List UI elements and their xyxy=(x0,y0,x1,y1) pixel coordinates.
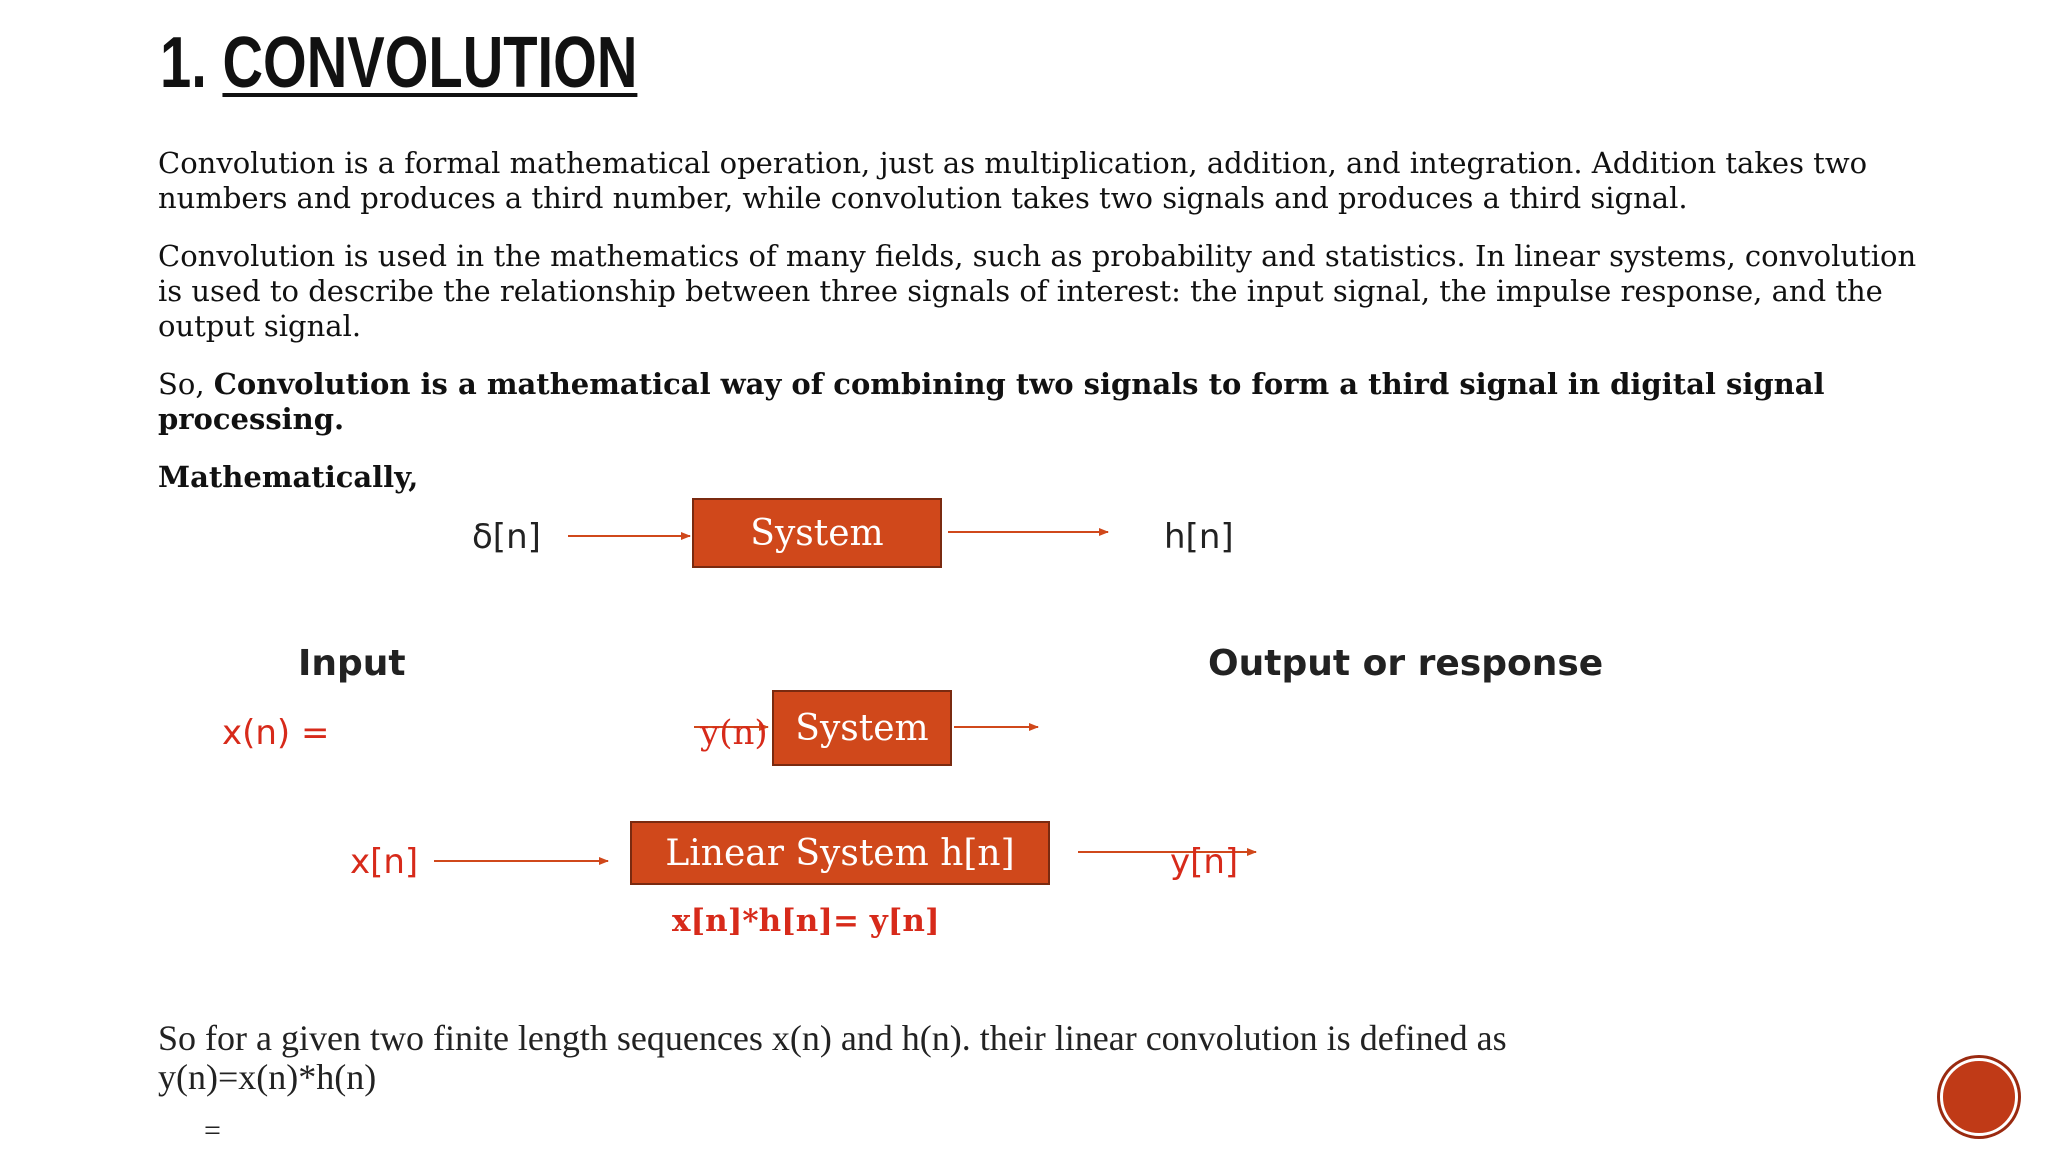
slide-nav-button[interactable] xyxy=(1940,1058,2018,1136)
input-heading: Input xyxy=(298,643,406,684)
title-word: CONVOLUTION xyxy=(222,23,638,103)
linear-system-block: Linear System h[n] xyxy=(630,821,1050,885)
paragraph-1: Convolution is a formal mathematical operation, just as multiplication, addition, and integration. Addition takes two numbers and produces a third number, while convolution takes two signals and produces a third signal. xyxy=(158,146,1868,215)
y-n-label: y(n) xyxy=(700,713,768,753)
x-input-label: x[n] xyxy=(350,842,419,882)
definition-formula: y(n)=x(n)*h(n) xyxy=(158,1057,377,1097)
definition-text: So for a given two finite length sequences x(n) and h(n). their linear convolution is defined as xyxy=(158,1018,1507,1058)
delta-input-label: δ[n] xyxy=(472,517,541,557)
system-block-2: System xyxy=(772,690,952,766)
paragraph-3-prefix: So, xyxy=(158,367,214,401)
paragraph-4: Mathematically, xyxy=(158,460,419,494)
paragraph-3-bold: Convolution is a mathematical way of combining two signals to form a third signal in digital signal processing. xyxy=(158,367,1825,436)
paragraph-2: Convolution is used in the mathematics of many fields, such as probability and statistics. In linear systems, convolution is used to describe the relationship between three signals of interest: the input signal, the impulse response, and the output signal. xyxy=(158,239,1917,343)
equals-sign: = xyxy=(204,1114,221,1147)
title-number: 1. xyxy=(160,23,207,103)
output-heading: Output or response xyxy=(1208,643,1604,684)
y-output-label: y[n] xyxy=(1170,842,1239,882)
convolution-equation: x[n]*h[n]= y[n] xyxy=(672,903,940,939)
impulse-response-label: h[n] xyxy=(1164,517,1234,557)
system-block-1: System xyxy=(692,498,942,568)
x-n-label: x(n) = xyxy=(222,713,330,753)
